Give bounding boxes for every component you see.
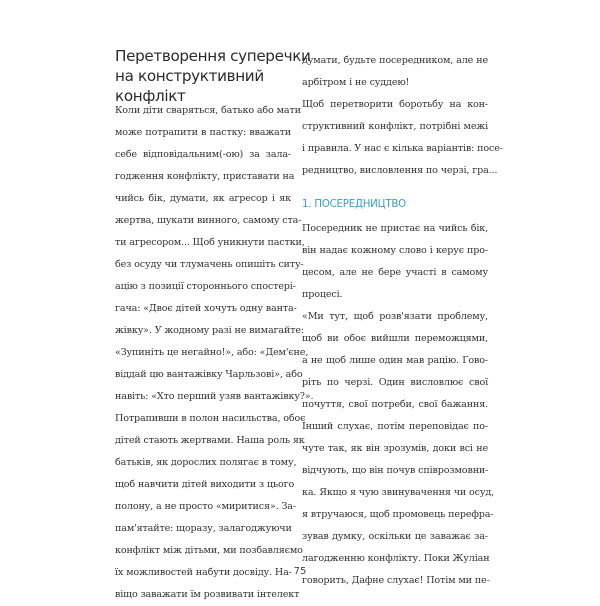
text-line: може потрапити в пастку: вважати	[115, 127, 291, 138]
text-line: полону, а не просто «миритися». За-	[115, 501, 296, 512]
text-line: і правила. У нас є кілька варіантів: посе-	[302, 143, 503, 154]
text-line: віщо заважати їм розвивати інтелект	[115, 589, 300, 600]
text-line: ка. Якщо я чую звинувачення чи осуд,	[302, 487, 495, 498]
text-line: відчують, що він почув співрозмовни-	[302, 465, 489, 476]
page-number: 75	[293, 566, 307, 577]
text-line: арбітром і не суддею!	[302, 77, 410, 88]
text-line: «Ми тут, щоб розв'язати проблему,	[302, 311, 488, 322]
title-line: на конструктивний конфлікт	[115, 67, 264, 105]
text-line: віддай цю вантажівку Чарльзові», або	[115, 369, 303, 380]
text-line: редництво, висловлення по черзі, гра...	[302, 165, 498, 176]
text-line: процесі.	[302, 289, 343, 300]
text-line: батьків, як дорослих полягає в тому,	[115, 457, 297, 468]
text-line: дітей стають жертвами. Наша роль як	[115, 435, 305, 446]
text-line: Коли діти сваряться, батько або мати	[115, 105, 301, 116]
text-line: ти агресором... Щоб уникнути пастки,	[115, 237, 305, 248]
text-line: щоб навчити дітей виходити з цього	[115, 479, 295, 490]
text-line: годження конфлікту, приставати на	[115, 171, 295, 182]
text-line: він надає кожному слово і керує про-	[302, 245, 488, 256]
text-line: Інший слухає, потім переповідає по-	[302, 421, 488, 432]
text-line: жівку». У жодному разі не вимагайте:	[115, 325, 304, 336]
text-line: цесом, але не бере участі в самому	[302, 267, 488, 278]
text-line: почуття, свої потреби, свої бажання.	[302, 399, 488, 410]
text-line: навіть: «Хто перший узяв вантажівку?».	[115, 391, 314, 402]
text-line: себе відповідальним(-ою) за зала-	[115, 149, 291, 160]
text-line: Посередник не пристає на чийсь бік,	[302, 223, 488, 234]
text-line: жертва, шукати винного, самому ста-	[115, 215, 302, 226]
text-line: зував думку, оскільки це заважає за-	[302, 531, 488, 542]
title-line: Перетворення суперечки	[115, 47, 311, 65]
subheading-mediation: 1. ПОСЕРЕДНИЦТВО	[302, 199, 406, 210]
text-line: їх можливостей набути досвіду. На-	[115, 567, 292, 578]
text-line: гача: «Двоє дітей хочуть одну ванта-	[115, 303, 297, 314]
text-line: лагодженню конфлікту. Поки Жуліан	[302, 553, 490, 564]
text-line: говорить, Дафне слухає! Потім ми пе-	[302, 575, 490, 586]
text-line: пам'ятайте: щоразу, залагоджуючи	[115, 523, 292, 534]
text-line: щоб ви обоє вийшли переможцями,	[302, 333, 488, 344]
text-line: структивний конфлікт, потрібні межі	[302, 121, 488, 132]
text-line: думати, будьте посередником, але не	[302, 55, 488, 66]
text-line: ацію з позиції стороннього спостері-	[115, 281, 296, 292]
text-line: «Зупиніть це негайно!», або: «Дем'єне,	[115, 347, 309, 358]
text-line: ріть по черзі. Один висловлює свої	[302, 377, 488, 388]
text-line: чуте так, як він зрозумів, доки всі не	[302, 443, 488, 454]
text-line: конфлікт між дітьми, ми позбавляємо	[115, 545, 303, 556]
text-line: Потрапивши в полон насильства, обоє	[115, 413, 306, 424]
text-line: я втручаюся, щоб промовець перефра-	[302, 509, 494, 520]
text-line: Щоб перетворити боротьбу на кон-	[302, 99, 488, 110]
section-title	[115, 46, 315, 106]
text-line: а не щоб лише один мав рацію. Гово-	[302, 355, 488, 366]
text-line: без осуду чи тлумачень опишіть ситу-	[115, 259, 304, 270]
text-line: чийсь бік, думати, як агресор і як	[115, 193, 291, 204]
